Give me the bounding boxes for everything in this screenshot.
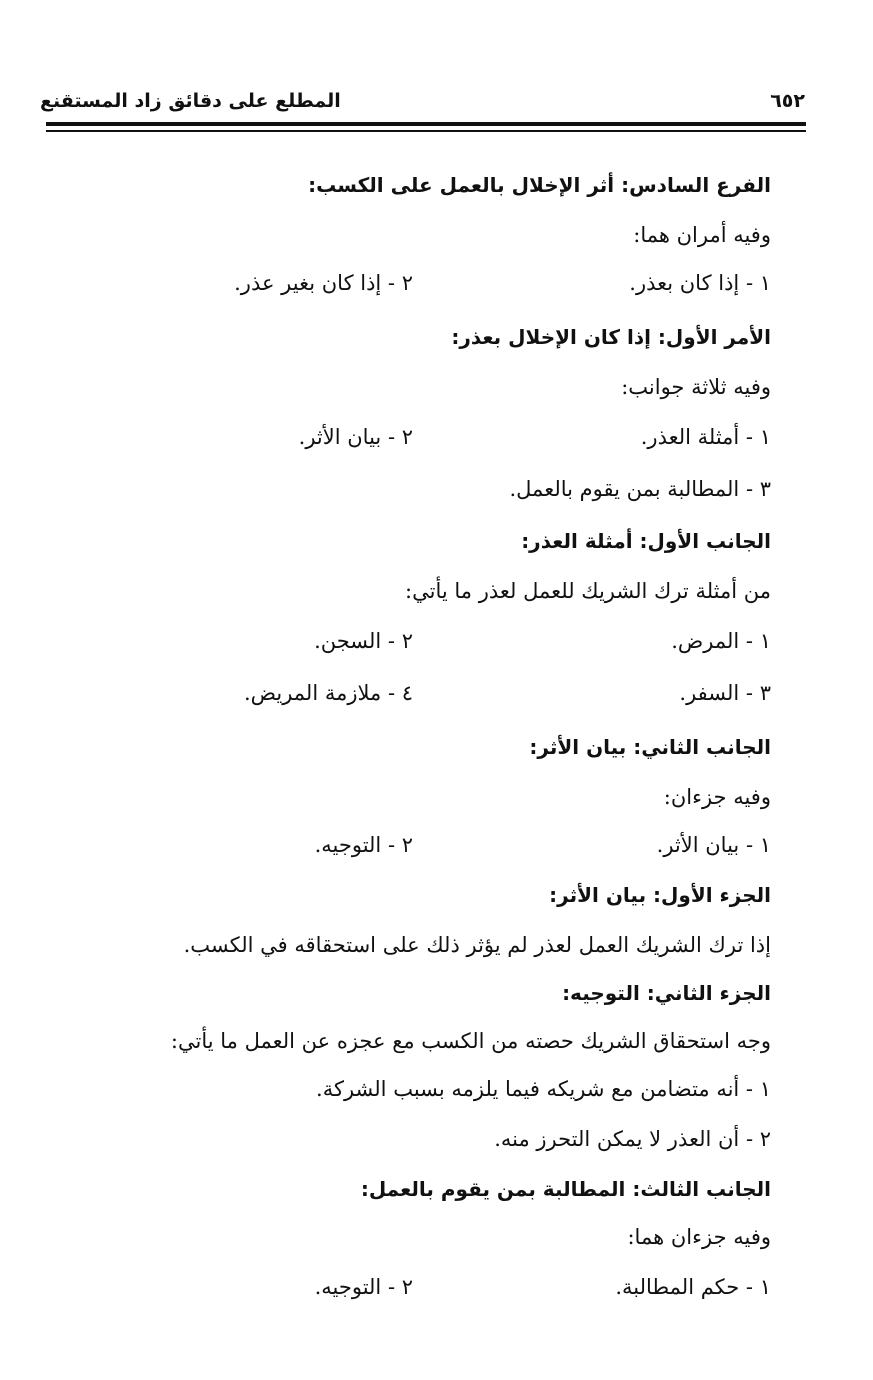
list-item: ٤ - ملازمة المريض. bbox=[243, 681, 413, 705]
paragraph: إذا ترك الشريك العمل لعذر لم يؤثر ذلك على استحقاقه في الكسب. bbox=[183, 933, 771, 957]
section-heading: الأمر الأول: إذا كان الإخلال بعذر: bbox=[451, 325, 771, 349]
list-item: ٢ - إذا كان بغير عذر. bbox=[234, 271, 413, 295]
running-header-title: المطلع على دقائق زاد المستقنع bbox=[40, 90, 341, 112]
page-number: ٦٥٢ bbox=[770, 90, 805, 112]
section-heading: الفرع السادس: أثر الإخلال بالعمل على الكسب: bbox=[308, 173, 771, 197]
paragraph: وفيه ثلاثة جوانب: bbox=[621, 375, 771, 399]
header-rule-thick bbox=[46, 122, 806, 126]
paragraph: وفيه جزءان هما: bbox=[627, 1225, 771, 1249]
list-item: ٣ - السفر. bbox=[679, 681, 771, 705]
list-item: ٢ - التوجيه. bbox=[314, 833, 413, 857]
section-heading: الجزء الأول: بيان الأثر: bbox=[549, 883, 771, 907]
section-heading: الجانب الأول: أمثلة العذر: bbox=[521, 529, 771, 553]
header-rule-thin bbox=[46, 130, 806, 132]
paragraph: وجه استحقاق الشريك حصته من الكسب مع عجزه عن العمل ما يأتي: bbox=[170, 1029, 771, 1053]
list-item: ١ - المرض. bbox=[671, 629, 771, 653]
section-heading: الجزء الثاني: التوجيه: bbox=[562, 981, 771, 1005]
list-item: ٣ - المطالبة بمن يقوم بالعمل. bbox=[509, 477, 771, 501]
paragraph: وفيه أمران هما: bbox=[633, 223, 771, 247]
list-item: ٢ - التوجيه. bbox=[314, 1275, 413, 1299]
section-heading: الجانب الثاني: بيان الأثر: bbox=[529, 735, 771, 759]
section-heading: الجانب الثالث: المطالبة بمن يقوم بالعمل: bbox=[360, 1177, 771, 1201]
list-item: ٢ - السجن. bbox=[314, 629, 413, 653]
list-item: ١ - أنه متضامن مع شريكه فيما يلزمه بسبب الشركة. bbox=[316, 1077, 771, 1101]
paragraph: من أمثلة ترك الشريك للعمل لعذر ما يأتي: bbox=[405, 579, 771, 603]
list-item: ٢ - أن العذر لا يمكن التحرز منه. bbox=[494, 1127, 771, 1151]
list-item: ١ - حكم المطالبة. bbox=[615, 1275, 771, 1299]
list-item: ١ - أمثلة العذر. bbox=[640, 425, 771, 449]
list-item: ٢ - بيان الأثر. bbox=[298, 425, 413, 449]
list-item: ١ - إذا كان بعذر. bbox=[629, 271, 771, 295]
paragraph: وفيه جزءان: bbox=[663, 785, 771, 809]
list-item: ١ - بيان الأثر. bbox=[656, 833, 771, 857]
